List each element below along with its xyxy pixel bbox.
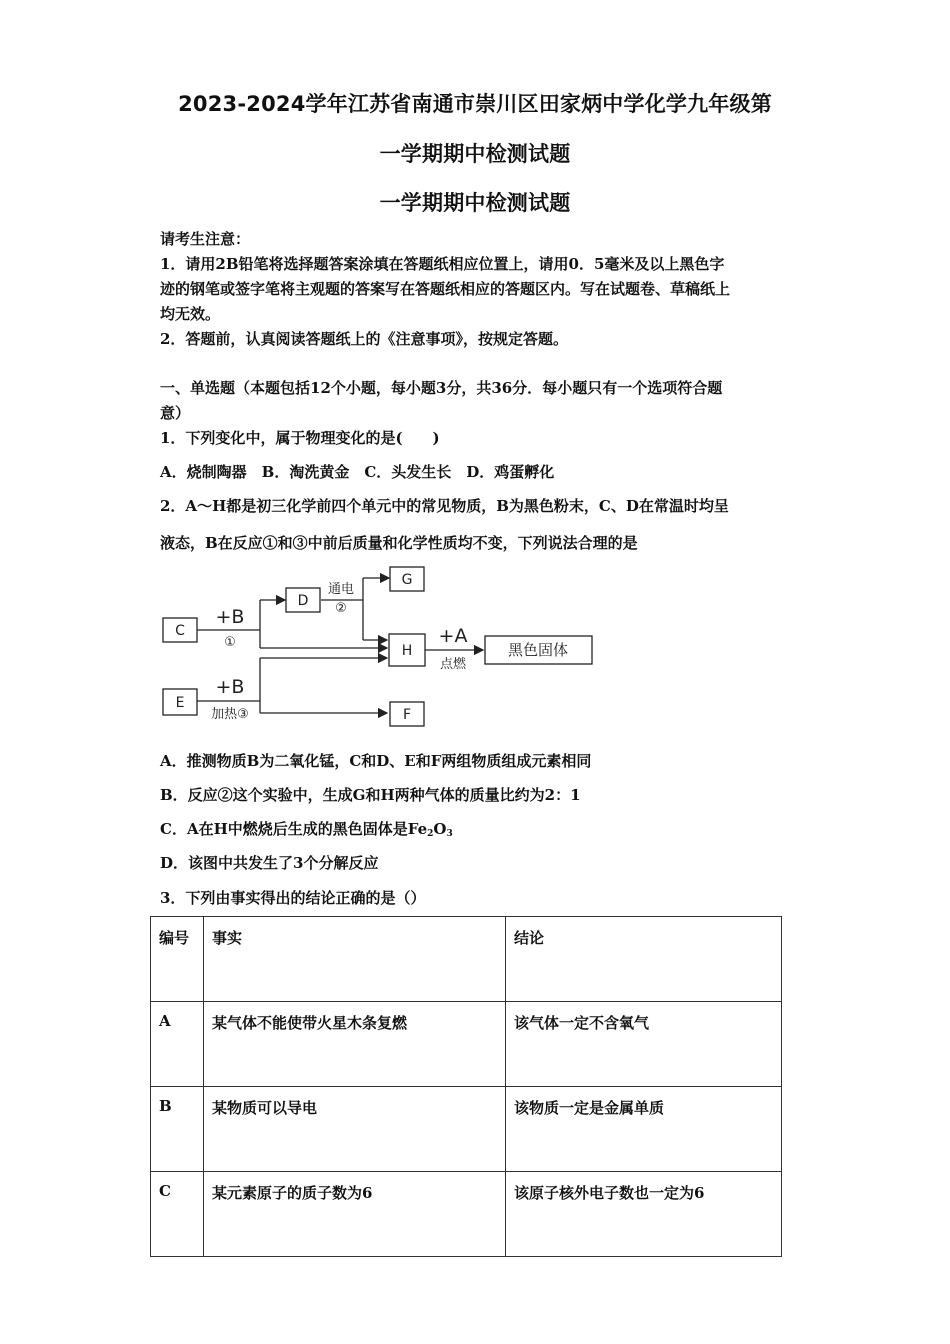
reaction-flow-diagram bbox=[155, 560, 605, 735]
table-header-row bbox=[151, 917, 782, 1002]
header-number: 编号 bbox=[151, 917, 204, 1002]
q2-option-b: B．反应②这个实验中，生成G和H两种气体的质量比约为2：1 bbox=[160, 786, 581, 804]
label-plus-a: +A bbox=[438, 625, 468, 647]
label-reaction-2: ② bbox=[335, 601, 347, 616]
notice-item-2: 2．答题前，认真阅读答题纸上的《注意事项》，按规定答题。 bbox=[160, 330, 568, 348]
row-c-conclusion: 该原子核外电子数也一定为6 bbox=[506, 1172, 782, 1257]
box-g-label: G bbox=[401, 572, 413, 588]
row-b-conclusion: 该物质一定是金属单质 bbox=[506, 1087, 782, 1172]
exam-title-line-2: 一学期期中检测试题 bbox=[379, 142, 571, 166]
header-fact: 事实 bbox=[204, 917, 506, 1002]
header-conclusion: 结论 bbox=[506, 917, 782, 1002]
notice-heading: 请考生注意： bbox=[160, 230, 251, 248]
row-a-fact: 某气体不能使带火星木条复燃 bbox=[204, 1002, 506, 1087]
section-heading-b: 意） bbox=[160, 404, 191, 422]
row-c-number: C bbox=[151, 1172, 204, 1257]
table-row bbox=[151, 1087, 782, 1172]
q2-stem-a: 2．A～H都是初三化学前四个单元中的常见物质，B为黑色粉末，C、D在常温时均呈 bbox=[160, 497, 729, 515]
row-c-fact: 某元素原子的质子数为6 bbox=[204, 1172, 506, 1257]
row-b-number: B bbox=[151, 1087, 204, 1172]
notice-item-1c: 均无效。 bbox=[160, 305, 221, 323]
q2-option-d: D．该图中共发生了3个分解反应 bbox=[160, 854, 379, 872]
section-heading-a: 一、单选题（本题包括12个小题，每小题3分，共36分．每小题只有一个选项符合题 bbox=[160, 379, 723, 397]
box-d-label: D bbox=[297, 593, 309, 609]
table-row bbox=[151, 1002, 782, 1087]
notice-item-1a: 1．请用2B铅笔将选择题答案涂填在答题纸相应位置上，请用0．5毫米及以上黑色字 bbox=[160, 255, 725, 273]
box-black-solid-label: 黑色固体 bbox=[507, 641, 569, 659]
q3-facts-table bbox=[150, 916, 782, 1257]
box-c-label: C bbox=[175, 623, 185, 639]
q2-option-a: A．推测物质B为二氧化锰，C和D、E和F两组物质组成元素相同 bbox=[160, 752, 592, 770]
label-heat-3: 加热③ bbox=[211, 707, 249, 722]
label-plus-b-1: +B bbox=[215, 606, 245, 628]
box-e-label: E bbox=[175, 695, 185, 711]
q2-option-c: C．A在H中燃烧后生成的黑色固体是$Fe_2O_3$ bbox=[160, 820, 453, 839]
exam-title-line-3: 一学期期中检测试题 bbox=[379, 191, 571, 215]
notice-item-1b: 迹的钢笔或签字笔将主观题的答案写在答题纸相应的答题区内。写在试题卷、草稿纸上 bbox=[160, 280, 731, 298]
label-plus-b-2: +B bbox=[215, 676, 245, 698]
box-f-label: F bbox=[402, 707, 412, 723]
row-a-conclusion: 该气体一定不含氧气 bbox=[506, 1002, 782, 1087]
label-ignite: 点燃 bbox=[439, 657, 467, 672]
label-electrify: 通电 bbox=[327, 582, 355, 597]
label-reaction-1: ① bbox=[224, 635, 236, 650]
box-h-label: H bbox=[401, 643, 413, 659]
q1-stem: 1．下列变化中，属于物理变化的是( ) bbox=[160, 429, 440, 447]
q1-options: A．烧制陶器 B．淘洗黄金 C．头发生长 D．鸡蛋孵化 bbox=[160, 463, 555, 481]
exam-title-line-1: 2023-2024学年江苏省南通市崇川区田家炳中学化学九年级第 bbox=[178, 92, 772, 116]
q3-stem: 3．下列由事实得出的结论正确的是（） bbox=[160, 889, 426, 907]
row-b-fact: 某物质可以导电 bbox=[204, 1087, 506, 1172]
row-a-number: A bbox=[151, 1002, 204, 1087]
q2-stem-b: 液态，B在反应①和③中前后质量和化学性质均不变，下列说法合理的是 bbox=[160, 534, 638, 552]
table-row bbox=[151, 1172, 782, 1257]
